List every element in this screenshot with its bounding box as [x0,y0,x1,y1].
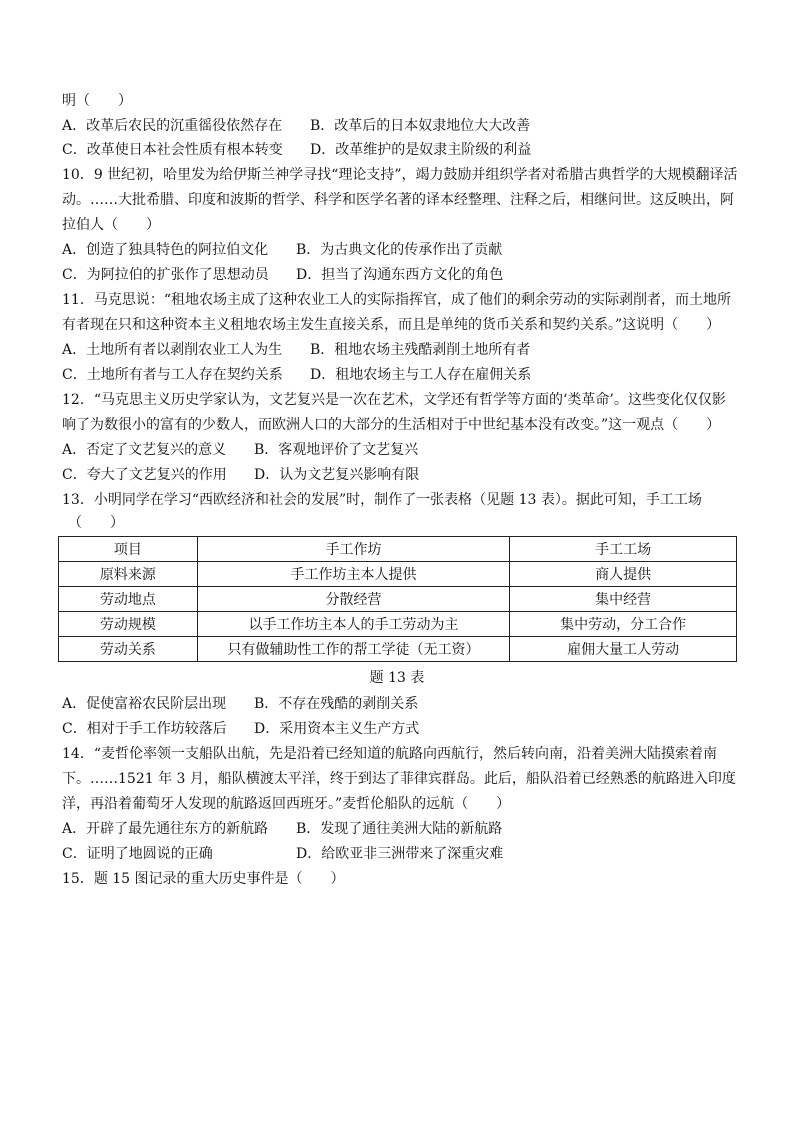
q9-option-a: A．改革后农民的沉重徭役依然存在 [62,118,283,134]
q13-stem-line: （ ） [68,515,124,531]
q13-option-row [62,695,419,713]
q10-option-row [62,266,504,284]
q13-option-d: D．采用资本主义生产方式 [254,721,420,737]
table-row [59,562,737,587]
q12-option-a: A．否定了文艺复兴的意义 [62,442,227,458]
q14-option-a: A．开辟了最先通往东方的新航路 [62,821,269,837]
table-row [59,637,737,662]
q14-option-row [62,845,504,863]
q10-option-c: C．为阿拉伯的扩张作了思想动员 [62,267,269,283]
table-cell: 以手工作坊主本人的手工劳动为主 [197,612,510,637]
q14-stem-line: 下。……1521 年 3 月，船队横渡太平洋，终于到达了菲律宾群岛。此后，船队沿着已经熟悉的航路进入印度 [62,771,736,787]
q14-option-d: D．给欧亚非三洲带来了深重灾难 [296,846,504,862]
q10-stem-line: 拉伯人（ ） [62,217,160,233]
q14-option-b: B．发现了通往美洲大陆的新航路 [296,821,503,837]
q9-option-c: C．改革使日本社会性质有根本转变 [62,142,283,158]
q12-option-row [62,466,420,484]
q12-option-c: C．夸大了文艺复兴的作用 [62,467,227,483]
q9-option-row [62,141,532,159]
q10-option-d: D．担当了沟通东西方文化的角色 [296,267,504,283]
q10-option-b: B．为古典文化的传承作出了贡献 [296,242,503,258]
table-cell: 集中经营 [510,587,737,612]
table-cell: 劳动关系 [59,637,198,662]
q11-option-d: D．租地农场主与工人存在雇佣关系 [310,367,532,383]
q12-stem-line: 12．“马克思主义历史学家认为，文艺复兴是一次在艺术，文学还有哲学等方面的‘类革命’。这些变化仅仅影 [62,392,726,408]
q13-option-a: A．促使富裕农民阶层出现 [62,696,227,712]
table-header-cell: 手工工场 [510,537,737,562]
q11-stem-line: 有者现在只和这种资本主义租地农场主发生直接关系，而且是单纯的货币关系和契约关系。”这说明（ ） [62,317,721,333]
q11-stem-line: 11．马克思说：“租地农场主成了这种农业工人的实际指挥官，成了他们的剩余劳动的实际剥削者，而土地所 [62,292,731,308]
q13-table-caption: 题 13 表 [369,670,425,686]
q10-stem-line: 10．9 世纪初，哈里发为给伊斯兰神学寻找“理论支持”，竭力鼓励并组织学者对希腊古典哲学的大规模翻译活 [62,167,738,183]
q10-option-row [62,241,503,259]
q11-option-c: C．土地所有者与工人存在契约关系 [62,367,283,383]
q12-option-b: B．客观地评价了文艺复兴 [254,442,419,458]
q14-option-c: C．证明了地圆说的正确 [62,846,213,862]
q9-option-row [62,117,531,135]
table-cell: 手工作坊主本人提供 [197,562,510,587]
table-cell: 只有做辅助性工作的帮工学徒（无工资） [197,637,510,662]
table-cell: 雇佣大量工人劳动 [510,637,737,662]
q13-stem-line: 13．小明同学在学习“西欧经济和社会的发展”时，制作了一张表格（见题 13 表）。据此可知，手工工场 [62,492,702,508]
q10-option-a: A．创造了独具特色的阿拉伯文化 [62,242,269,258]
table-cell: 集中劳动，分工合作 [510,612,737,637]
q11-option-row [62,366,532,384]
table-cell: 劳动规模 [59,612,198,637]
table-header-row [59,537,737,562]
q11-option-b: B．租地农场主残酷剥削土地所有者 [310,342,531,358]
q10-stem-line: 动。……大批希腊、印度和波斯的哲学、科学和医学名著的译本经整理、注释之后，相继问世。这反映出，阿 [62,192,734,208]
q13-option-b: B．不存在残酷的剥削关系 [254,696,419,712]
q9-option-d: D．改革维护的是奴隶主阶级的利益 [310,142,532,158]
q13-option-row [62,720,420,738]
q9-option-b: B．改革后的日本奴隶地位大大改善 [310,118,531,134]
q15-stem-line: 15．题 15 图记录的重大历史事件是（ ） [62,871,345,887]
table-row [59,587,737,612]
q14-stem-line: 洋，再沿着葡萄牙人发现的航路返回西班牙。”麦哲伦船队的远航（ ） [62,796,511,812]
table-cell: 分散经营 [197,587,510,612]
q12-option-d: D．认为文艺复兴影响有限 [254,467,420,483]
q12-option-row [62,441,419,459]
q11-option-row [62,341,531,359]
table-cell: 原料来源 [59,562,198,587]
q13-option-c: C．相对于手工作坊较落后 [62,721,227,737]
table-cell: 商人提供 [510,562,737,587]
q11-option-a: A．土地所有者以剥削农业工人为生 [62,342,283,358]
q12-stem-line: 响了为数很小的富有的少数人，而欧洲人口的大部分的生活相对于中世纪基本没有改变。”这一观点（ ） [62,417,721,433]
table-row [59,612,737,637]
table-header-cell: 项目 [59,537,198,562]
table-header-cell: 手工作坊 [197,537,510,562]
q14-stem-line: 14．“麦哲伦率领一支船队出航，先是沿着已经知道的航路向西航行，然后转向南，沿着美洲大陆摸索着南 [62,746,717,762]
table-cell: 劳动地点 [59,587,198,612]
q9-stem-tail: 明（ ） [62,93,132,109]
q14-option-row [62,820,503,838]
q13-table [58,536,737,662]
